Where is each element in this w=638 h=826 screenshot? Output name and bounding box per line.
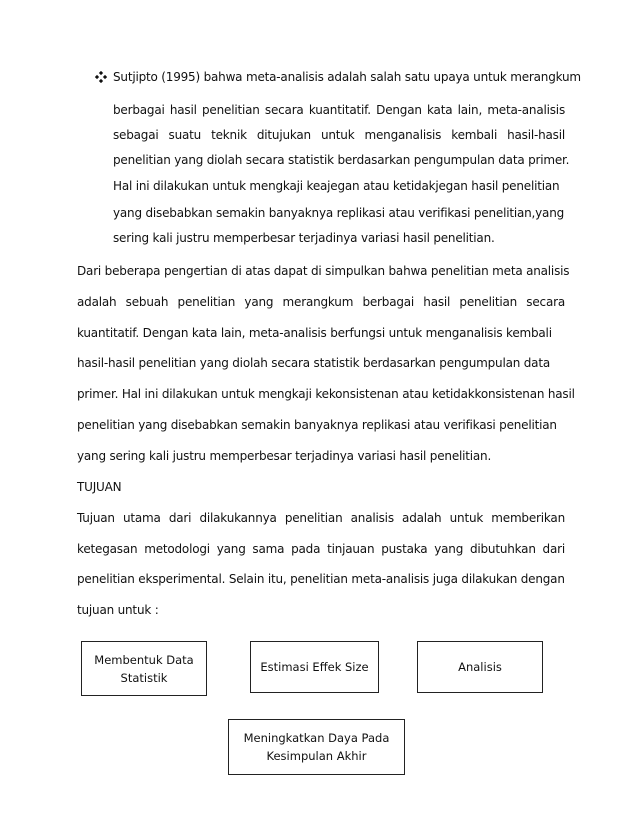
box-meningkatkan-line-1: Meningkatkan Daya Pada — [243, 731, 390, 745]
bullet-line-7: sering kali justru memperbesar terjadinya variasi hasil penelitian. — [113, 231, 495, 245]
summary-line-2: adalah sebuah penelitian yang merangkum berbagai hasil penelitian secara — [77, 295, 565, 309]
bullet-line-4: penelitian yang diolah secara statistik berdasarkan pengumpulan data primer. — [113, 153, 570, 167]
summary-line-3: kuantitatif. Dengan kata lain, meta-analisis berfungsi untuk menganalisis kembali — [77, 326, 552, 340]
box-estimasi-label: Estimasi Effek Size — [260, 660, 369, 674]
box-estimasi-effek-size — [250, 641, 379, 693]
bullet-line-6: yang disebabkan semakin banyaknya replikasi atau verifikasi penelitian,yang — [113, 206, 565, 220]
box-membentuk-data-statistik — [81, 641, 207, 696]
bullet-line-1: Sutjipto (1995) bahwa meta-analisis adalah salah satu upaya untuk merangkum — [113, 70, 581, 84]
box-membentuk-line-2: Statistik — [120, 670, 168, 685]
box-meningkatkan-daya — [228, 719, 405, 775]
bullet-line-5: Hal ini dilakukan untuk mengkaji keajegan atau ketidakjegan hasil penelitian — [113, 179, 560, 193]
bullet-line-3: sebagai suatu teknik ditujukan untuk menganalisis kembali hasil-hasil — [113, 128, 565, 142]
summary-line-7: yang sering kali justru memperbesar terjadinya variasi hasil penelitian. — [77, 449, 492, 463]
summary-line-1: Dari beberapa pengertian di atas dapat di simpulkan bahwa penelitian meta analisis — [77, 264, 570, 278]
tujuan-line-4: tujuan untuk : — [77, 603, 159, 617]
box-analisis-label: Analisis — [458, 660, 502, 674]
section-heading-tujuan: TUJUAN — [77, 480, 122, 494]
tujuan-line-1: Tujuan utama dari dilakukannya penelitian analisis adalah untuk memberikan — [77, 511, 565, 525]
diamond-bullet-icon — [95, 71, 107, 83]
box-membentuk-line-1: Membentuk Data — [94, 652, 194, 667]
box-analisis — [417, 641, 543, 693]
box-meningkatkan-line-2: Kesimpulan Akhir — [266, 749, 367, 763]
summary-line-6: penelitian yang disebabkan semakin banyaknya replikasi atau verifikasi penelitian — [77, 418, 557, 432]
tujuan-line-3: penelitian eksperimental. Selain itu, penelitian meta-analisis juga dilakukan dengan — [77, 572, 565, 586]
bullet-line-2: berbagai hasil penelitian secara kuantitatif. Dengan kata lain, meta-analisis — [113, 103, 565, 117]
summary-line-5: primer. Hal ini dilakukan untuk mengkaji kekonsistenan atau ketidakkonsistenan hasil — [77, 387, 575, 401]
tujuan-line-2: ketegasan metodologi yang sama pada tinjauan pustaka yang dibutuhkan dari — [77, 542, 565, 556]
summary-line-4: hasil-hasil penelitian yang diolah secara statistik berdasarkan pengumpulan data — [77, 356, 550, 370]
